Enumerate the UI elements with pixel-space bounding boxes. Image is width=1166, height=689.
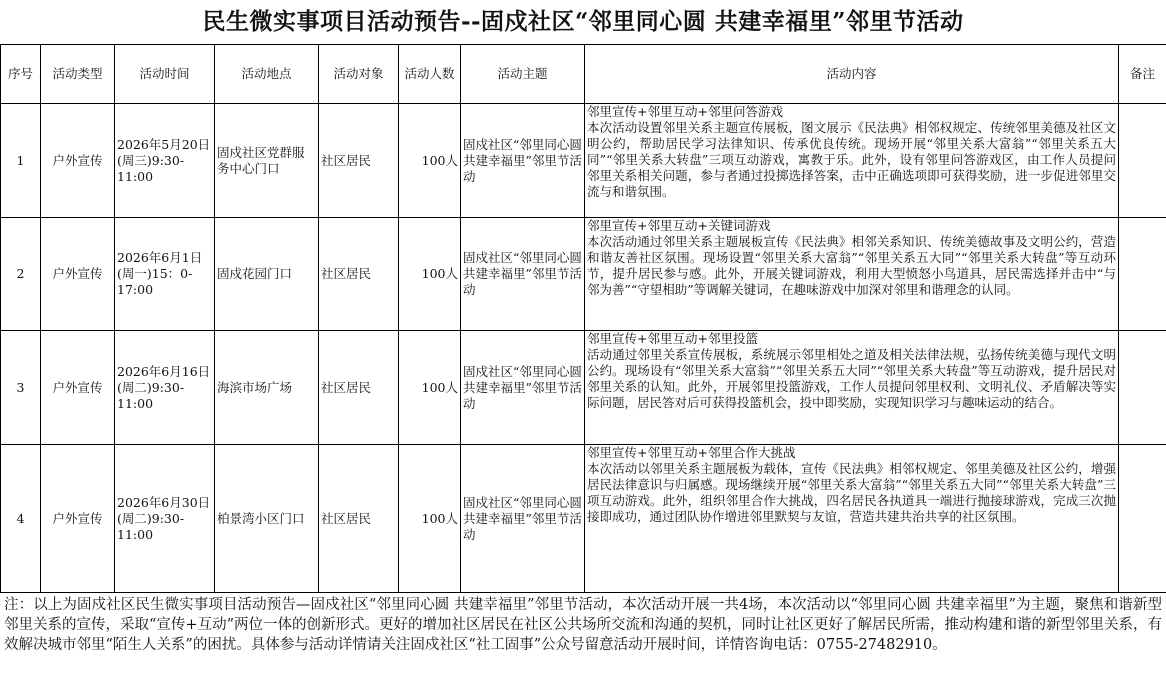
- header-no: 序号: [1, 45, 41, 104]
- row-target: 社区居民: [319, 331, 399, 445]
- row-count: 100人: [399, 445, 461, 593]
- table-row: [1, 218, 1166, 331]
- row-no: 4: [1, 445, 41, 593]
- row-time: 2026年6月1日(周一)15：0-17:00: [115, 218, 215, 331]
- row-count: 100人: [399, 218, 461, 331]
- row-content: [585, 331, 1119, 445]
- row-type: 户外宣传: [41, 218, 115, 331]
- row-theme: 固戍社区“邻里同心圆 共建幸福里”邻里节活动: [461, 218, 585, 331]
- row-remark: [1119, 218, 1166, 331]
- row-place: 固戍花园门口: [215, 218, 319, 331]
- row-type: 户外宣传: [41, 331, 115, 445]
- header-time: 活动时间: [115, 45, 215, 104]
- row-type: 户外宣传: [41, 104, 115, 218]
- row-remark: [1119, 331, 1166, 445]
- row-theme: 固戍社区“邻里同心圆 共建幸福里”邻里节活动: [461, 445, 585, 593]
- row-theme: 固戍社区“邻里同心圆 共建幸福里”邻里节活动: [461, 331, 585, 445]
- row-time: 2026年6月16日(周二)9:30-11:00: [115, 331, 215, 445]
- row-target: 社区居民: [319, 218, 399, 331]
- header-remark: 备注: [1119, 45, 1166, 104]
- content-text: 活动通过邻里关系宣传展板，系统展示邻里相处之道及相关法律法规，弘扬传统美德与现代文明公约。现场设有“邻里关系大富翁”“邻里关系五大同”“邻里关系大转盘”等互动游戏，提升居民对邻里关系的认知。此外，开展邻里投篮游戏，工作人员提问邻里权利、文明礼仪、矛盾解决等实际问题，居民答对后可获得投篮机会，投中即奖励，实现知识学习与趣味运动的结合。: [587, 347, 1116, 410]
- row-remark: [1119, 445, 1166, 593]
- content-title: 邻里宣传+邻里互动+关键词游戏: [587, 218, 771, 233]
- row-place: 柏景湾小区门口: [215, 445, 319, 593]
- page-title: 民生微实事项目活动预告--固戍社区“邻里同心圆 共建幸福里”邻里节活动: [202, 8, 964, 35]
- row-place: 固戍社区党群服务中心门口: [215, 104, 319, 218]
- content-text: 本次活动设置邻里关系主题宣传展板，图文展示《民法典》相邻权规定、传统邻里美德及社区文明公约，帮助居民学习法律知识、传承优良传统。现场开展“邻里关系大富翁”“邻里关系五大同”“邻里关系大转盘”三项互动游戏，寓教于乐。此外，设有邻里问答游戏区，由工作人员提问邻里关系相关问题，参与者通过投掷选择答案，击中正确选项即可获得奖励，进一步促进邻里交流与和谐氛围。: [587, 120, 1116, 199]
- row-no: 2: [1, 218, 41, 331]
- row-no: 1: [1, 104, 41, 218]
- content-title: 邻里宣传+邻里互动+邻里合作大挑战: [587, 445, 796, 460]
- header-target: 活动对象: [319, 45, 399, 104]
- header-theme: 活动主题: [461, 45, 585, 104]
- content-title: 邻里宣传+邻里互动+邻里问答游戏: [587, 104, 783, 119]
- content-title: 邻里宣传+邻里互动+邻里投篮: [587, 331, 758, 346]
- header-content: 活动内容: [585, 45, 1119, 104]
- table-header-row: [1, 45, 1166, 104]
- row-count: 100人: [399, 331, 461, 445]
- activity-table: [0, 44, 1166, 593]
- header-type: 活动类型: [41, 45, 115, 104]
- row-content: [585, 218, 1119, 331]
- row-content: [585, 104, 1119, 218]
- row-time: 2026年6月30日(周二)9:30-11:00: [115, 445, 215, 593]
- header-place: 活动地点: [215, 45, 319, 104]
- row-theme: 固戍社区“邻里同心圆 共建幸福里”邻里节活动: [461, 104, 585, 218]
- row-content: [585, 445, 1119, 593]
- row-type: 户外宣传: [41, 445, 115, 593]
- row-target: 社区居民: [319, 445, 399, 593]
- row-no: 3: [1, 331, 41, 445]
- table-row: [1, 104, 1166, 218]
- content-text: 本次活动以邻里关系主题展板为载体，宣传《民法典》相邻权规定、邻里美德及社区公约，增强居民法律意识与归属感。现场继续开展“邻里关系大富翁”“邻里关系五大同”“邻里关系大转盘”三项互动游戏。此外，组织邻里合作大挑战，四名居民各执道具一端进行抛接球游戏，完成三次抛接即成功，通过团队协作增进邻里默契与友谊，营造共建共治共享的社区氛围。: [587, 461, 1116, 524]
- row-target: 社区居民: [319, 104, 399, 218]
- row-place: 海滨市场广场: [215, 331, 319, 445]
- table-row: [1, 445, 1166, 593]
- content-text: 本次活动通过邻里关系主题展板宣传《民法典》相邻关系知识、传统美德故事及文明公约，营造和谐友善社区氛围。现场设置“邻里关系大富翁”“邻里关系五大同”“邻里关系大转盘”等互动环节，提升居民参与感。此外，开展关键词游戏，利用大型愤怒小鸟道具，居民需选择并击中“与邻为善”“守望相助”等调解关键词，在趣味游戏中加深对邻里和谐理念的认同。: [587, 234, 1116, 297]
- table-row: [1, 331, 1166, 445]
- row-time: 2026年5月20日(周三)9:30-11:00: [115, 104, 215, 218]
- row-count: 100人: [399, 104, 461, 218]
- header-count: 活动人数: [399, 45, 461, 104]
- footnote: 注：以上为固戍社区民生微实事项目活动预告—固戍社区“邻里同心圆 共建幸福里”邻里节活动，本次活动开展一共4场，本次活动以“邻里同心圆 共建幸福里”为主题，聚焦和谐新型邻里关系的宣传，采取“宣传+互动”两位一体的创新形式。更好的增加社区居民在社区公共场所交流和沟通的契机，同时让社区更好了解居民所需，推动构建和谐的新型邻里关系，有效解决城市邻里“陌生人关系”的困扰。具体参与活动详情请关注固戍社区“社工固事”公众号留意活动开展时间，详情咨询电话：0755-27482910。: [4, 597, 1162, 653]
- row-remark: [1119, 104, 1166, 218]
